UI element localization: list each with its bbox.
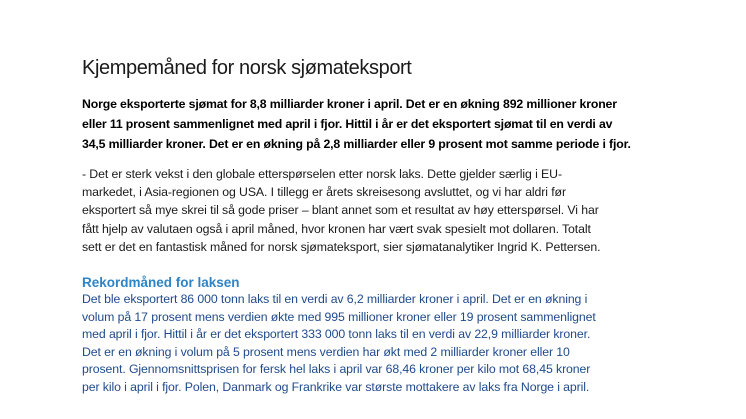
quote-line: sett er det en fantastisk måned for norsk sjømateksport, sier sjømatanalytiker Ingrid K. Pettersen. [82, 239, 601, 254]
article-title: Kjempemåned for norsk sjømateksport [82, 57, 412, 79]
quote-line: markedet, i Asia-regionen og USA. I tillegg er årets skreisesong avsluttet, og vi har aldri før [82, 185, 566, 200]
section-line: per kilo i april i fjor. Polen, Danmark og Frankrike var største mottakere av laks fra Norge i april. [82, 379, 590, 394]
section-heading: Rekordmåned for laksen [82, 275, 240, 290]
salmon-section-body [82, 291, 672, 397]
analyst-quote [82, 165, 672, 256]
ingress-line: Norge eksporterte sjømat for 8,8 milliarder kroner i april. Det er en økning 892 millioner kroner [82, 97, 617, 111]
quote-line: fått hjelp av valutaen også i april måned, hvor kronen har vært svak spesielt mot dollaren. Totalt [82, 221, 591, 236]
ingress-line: eller 11 prosent sammenlignet med april i fjor. Hittil i år er det eksportert sjømat til en verdi av [82, 117, 613, 131]
quote-line: - Det er sterk vekst i den globale etterspørselen etter norsk laks. Dette gjelder særlig i EU- [82, 167, 562, 181]
ingress-line: 34,5 milliarder kroner. Det er en økning på 2,8 milliarder eller 9 prosent mot samme periode i fjor. [82, 137, 631, 151]
quote-line: eksportert så mye skrei til så gode priser – blant annet som et resultat av høy etterspørsel. Vi har [82, 203, 599, 218]
section-line: Det ble eksportert 86 000 tonn laks til en verdi av 6,2 milliarder kroner i april. Det er en økning i [82, 292, 588, 306]
section-line: prosent. Gjennomsnittsprisen for fersk hel laks i april var 68,46 kroner per kilo mot 68,45 kroner [82, 362, 591, 377]
section-line: Det er en økning i volum på 5 prosent mens verdien har økt med 2 milliarder kroner eller 10 [82, 344, 570, 359]
section-line: med april i fjor. Hittil i år er det eksportert 333 000 tonn laks til en verdi av 22,9 milliarder kroner. [82, 327, 591, 342]
section-line: volum på 17 prosent mens verdien økte med 995 millioner kroner eller 19 prosent sammenlignet [82, 309, 596, 324]
article-ingress [82, 94, 672, 154]
